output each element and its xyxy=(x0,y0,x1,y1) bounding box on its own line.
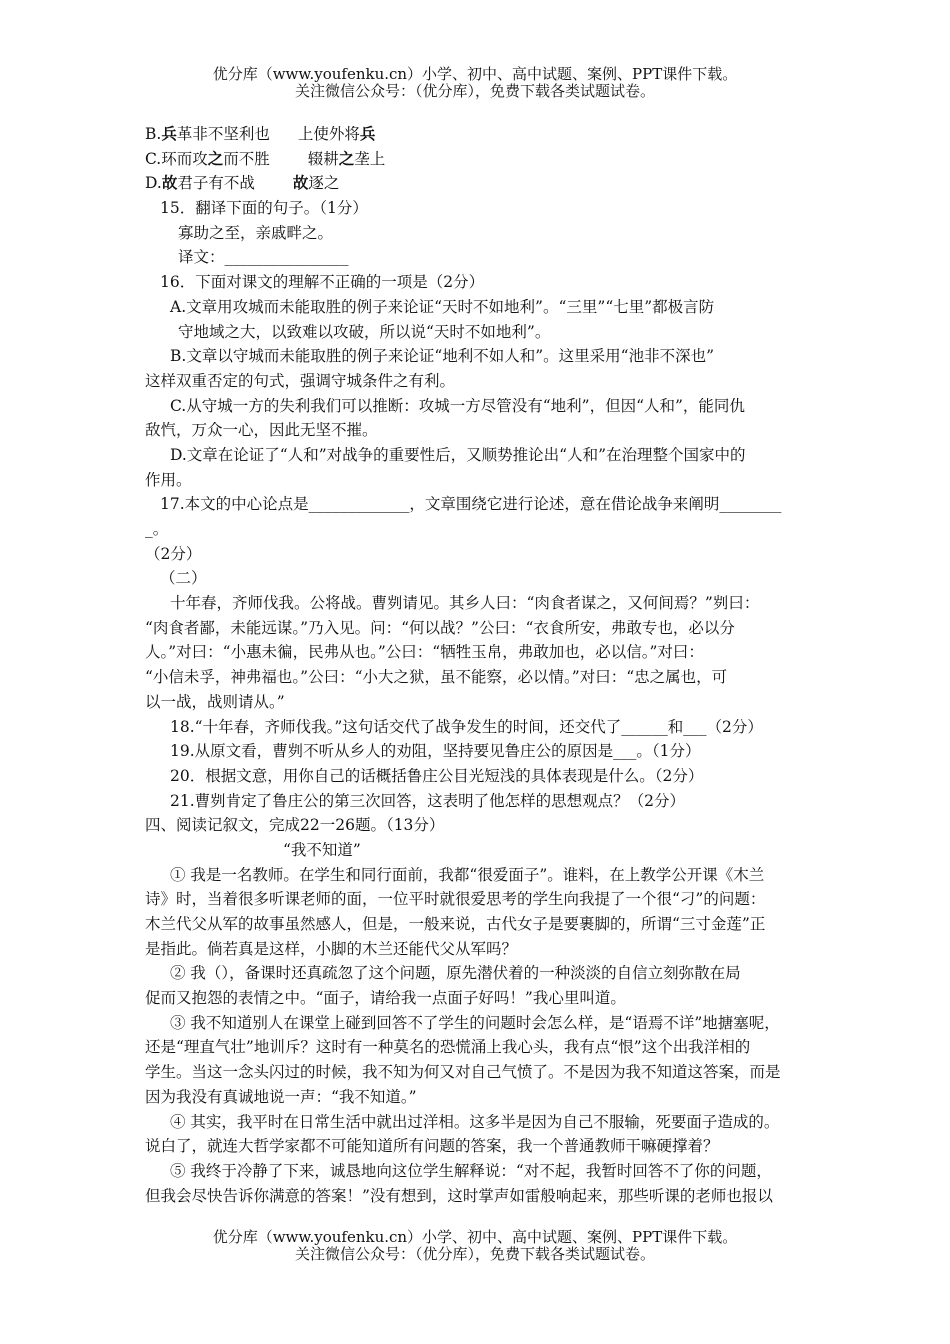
page-footer xyxy=(0,1229,950,1263)
article-para-5-line-2: 但我会尽快告诉你满意的答案！”没有想到，这时掌声如雷般响起来，那些听课的老师也报以 xyxy=(145,1186,773,1205)
q17-line-1: 17.本文的中心论点是_____________，文章围绕它进行论述，意在借论战争来阐明________ xyxy=(160,495,782,514)
part2-text-5: 以一战，战则请从。” xyxy=(145,692,285,711)
part2-text-2: “肉食者鄙，未能远谋。”乃入见。问：“何以战？”公曰：“衣食所安，弗敢专也，必以分 xyxy=(145,618,735,637)
q16-option-b-2: 这样双重否定的句式，强调守城条件之有利。 xyxy=(145,371,456,390)
part2-heading: （二） xyxy=(160,569,207,588)
q16-option-a-2: 守地域之大，以致难以攻破，所以说“天时不如地利”。 xyxy=(178,322,551,341)
q21: 21.曹刿肯定了鲁庄公的第三次回答，这表明了他怎样的思想观点？（2分） xyxy=(170,791,686,810)
q16-option-c-2: 敌忾，万众一心，因此无坚不摧。 xyxy=(145,421,378,440)
article-para-4-line-2: 说白了，就连大哲学家都不可能知道所有问题的答案，我一个普通教师干嘛硬撑着？ xyxy=(145,1137,719,1156)
q16-option-d-1: D.文章在论证了“人和”对战争的重要性后，又顺势推论出“人和”在治理整个国家中的 xyxy=(170,445,746,464)
q15-title: 15．翻译下面的句子。（1分） xyxy=(160,199,368,218)
article-title: “我不知道” xyxy=(283,840,361,859)
article-para-3-line-4: 因为我没有真诚地说一声：“我不知道。” xyxy=(145,1087,417,1106)
header-line-1: 优分库（www.youfenku.cn）小学、初中、高中试题、案例、PPT课件下载。 xyxy=(212,65,738,83)
article-para-1-line-2: 诗》时，当着很多听课老师的面，一位平时就很爱思考的学生向我提了一个很“刁”的问题： xyxy=(145,890,766,909)
footer-line-2: 关注微信公众号：（优分库），免费下载各类试题试卷。 xyxy=(294,1245,655,1263)
part2-text-3: 人。”对曰：“小惠未徧，民弗从也。”公曰：“牺牲玉帛，弗敢加也，必以信。”对曰： xyxy=(145,643,704,662)
q19: 19.从原文看，曹刿不听从乡人的劝阻，坚持要见鲁庄公的原因是___。（1分） xyxy=(170,742,701,761)
q18: 18.“十年春，齐师伐我。”这句话交代了战争发生的时间，还交代了______和___（2分） xyxy=(170,717,763,736)
q14-option-c: C.环而攻之而不胜 辍耕之垄上 xyxy=(145,148,386,168)
header-line-2: 关注微信公众号：（优分库），免费下载各类试题试卷。 xyxy=(294,82,655,100)
q15-answer: 译文：________________ xyxy=(178,248,349,267)
q16-option-d-2: 作用。 xyxy=(145,470,192,489)
part2-text-4: “小信未孚，神弗福也。”公曰：“小大之狱，虽不能察，必以情。”对曰：“忠之属也，可 xyxy=(145,668,728,687)
q16-option-b-1: B.文章以守城而未能取胜的例子来论证“地利不如人和”。这里采用“池非不深也” xyxy=(170,347,715,366)
part4-heading: 四、阅读记叙文，完成22一26题。（13分） xyxy=(145,816,445,835)
q15-sentence: 寡助之至，亲戚畔之。 xyxy=(178,223,334,242)
part2-text-1: 十年春，齐师伐我。公将战。曹刿请见。其乡人曰：“肉食者谋之，又何间焉？”刿曰： xyxy=(170,594,760,613)
article-para-1-line-1: ① 我是一名教师。在学生和同行面前，我都“很爱面子”。谁料，在上教学公开课《木兰 xyxy=(170,865,765,884)
article-para-5-line-1: ⑤ 我终于冷静了下来，诚恳地向这位学生解释说：“对不起，我暂时回答不了你的问题， xyxy=(170,1161,772,1180)
footer-line-1: 优分库（www.youfenku.cn）小学、初中、高中试题、案例、PPT课件下载。 xyxy=(212,1228,738,1246)
document-body xyxy=(145,122,845,1208)
q16-option-c-1: C.从守城一方的失利我们可以推断：攻城一方尽管没有“地利”，但因“人和”，能同仇 xyxy=(170,396,745,415)
article-para-4-line-1: ④ 其实，我平时在日常生活中就出过洋相。这多半是因为自己不服输，死要面子造成的。 xyxy=(170,1112,780,1131)
q17-line-3: （2分） xyxy=(145,544,202,563)
article-para-3-line-1: ③ 我不知道别人在课堂上碰到回答不了学生的问题时会怎么样，是“语焉不详”地搪塞呢， xyxy=(170,1013,780,1032)
article-para-2-line-2: 促而又抱怨的表情之中。“面子，请给我一点面子好吗！”我心里叫道。 xyxy=(145,989,626,1008)
q16-title: 16．下面对课文的理解不正确的一项是（2分） xyxy=(160,273,485,292)
page-header xyxy=(0,66,950,100)
q17-line-2: _。 xyxy=(145,520,169,538)
q14-option-d: D.故君子有不战 故逐之 xyxy=(145,173,340,193)
q20: 20．根据文意，用你自己的话概括鲁庄公目光短浅的具体表现是什么。（2分） xyxy=(170,766,704,785)
q14-option-b: B.兵革非不坚利也 上使外将兵 xyxy=(145,124,376,143)
article-para-3-line-3: 学生。当这一念头闪过的时候，我不知为何又对自己气愤了。不是因为我不知道这答案，而是 xyxy=(145,1063,781,1082)
article-para-1-line-3: 木兰代父从军的故事虽然感人，但是，一般来说，古代女子是要裹脚的，所谓“三寸金莲”正 xyxy=(145,915,766,933)
article-para-2-line-1: ② 我（），备课时还真疏忽了这个问题，原先潜伏着的一种淡淡的自信立刻弥散在局 xyxy=(170,964,741,983)
article-para-1-line-4: 是指此。倘若真是这样，小脚的木兰还能代父从军吗？ xyxy=(145,939,518,958)
article-para-3-line-2: 还是“理直气壮”地训斥？这时有一种莫名的恐慌涌上我心头，我有点“恨”这个出我洋相的 xyxy=(145,1038,751,1057)
q16-option-a-1: A.文章用攻城而未能取胜的例子来论证“天时不如地利”。“三里”“七里”都极言防 xyxy=(170,297,715,316)
